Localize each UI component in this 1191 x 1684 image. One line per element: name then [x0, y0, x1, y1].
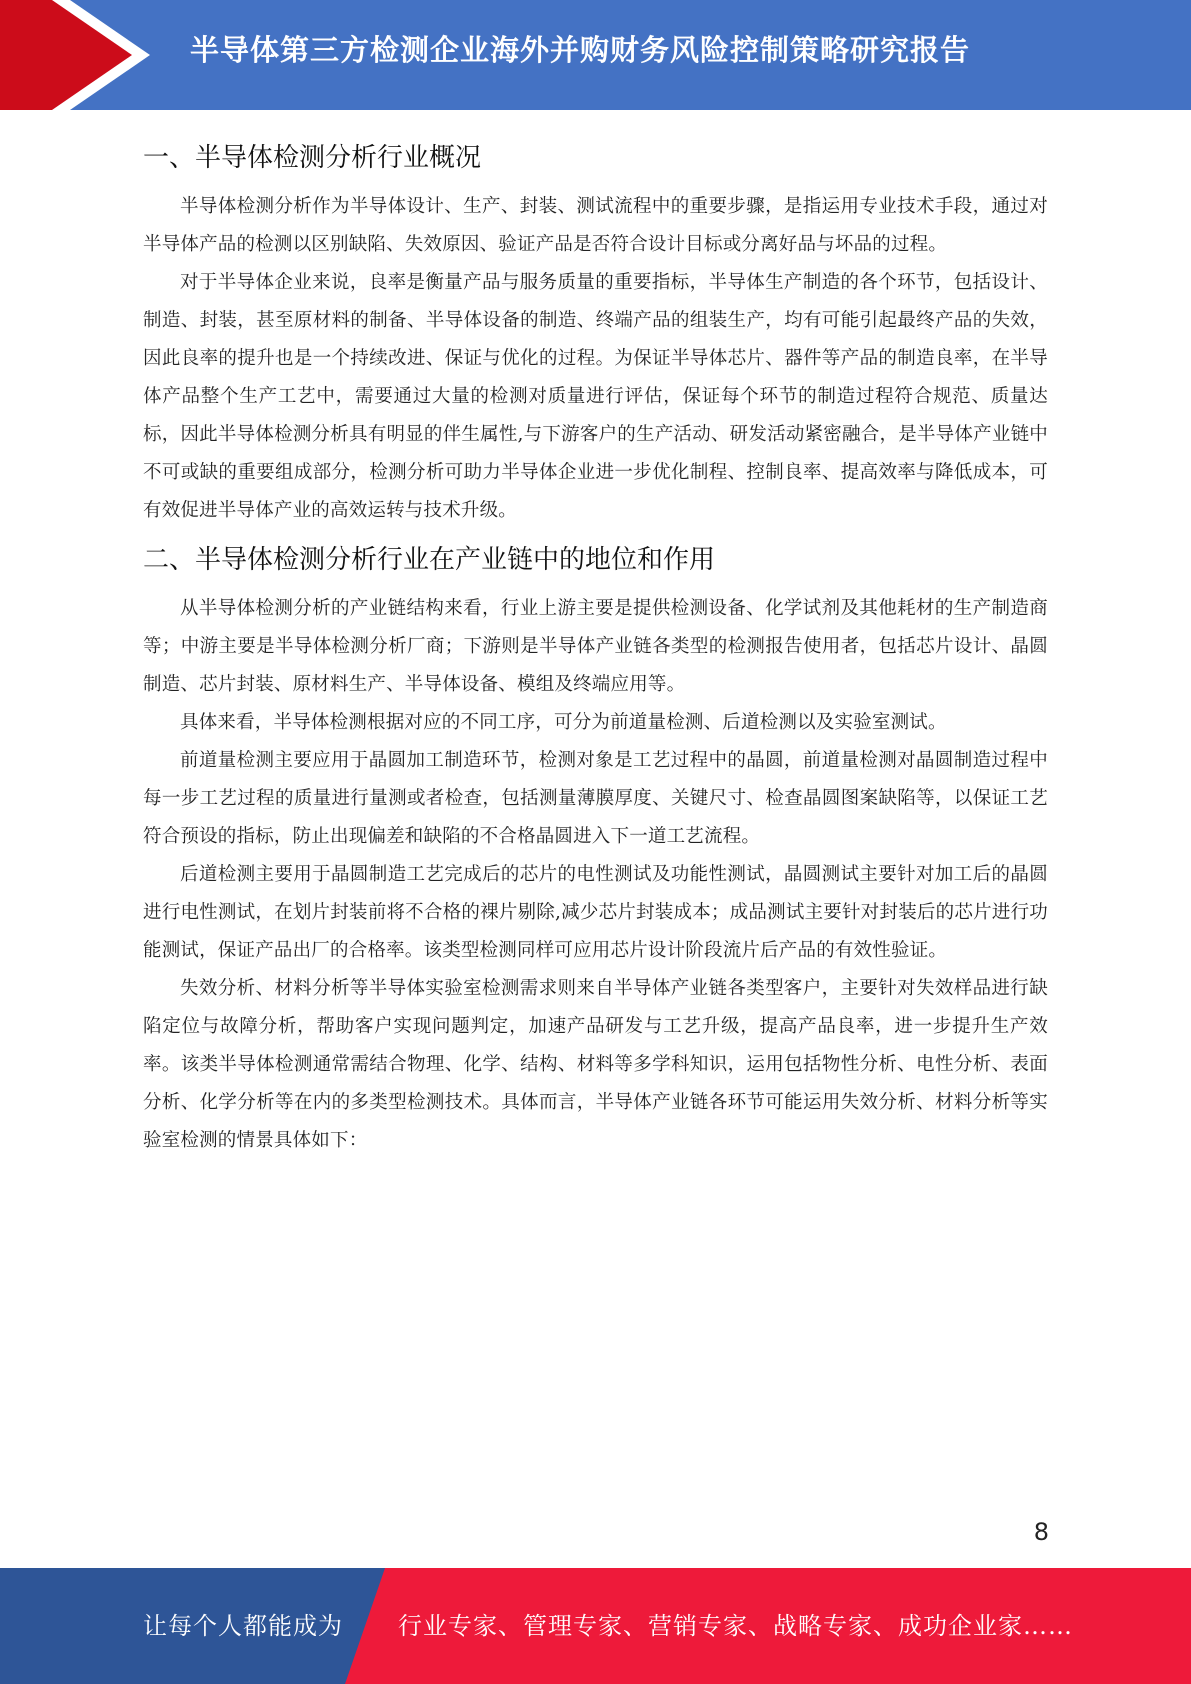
paragraph: 半导体检测分析作为半导体设计、生产、封装、测试流程中的重要步骤，是指运用专业技术手段，通过对半导体产品的检测以区别缺陷、失效原因、验证产品是否符合设计目标或分离好品与坏品的过程。: [143, 196, 1048, 255]
paragraph: 对于半导体企业来说，良率是衡量产品与服务质量的重要指标，半导体生产制造的各个环节，包括设计、制造、封装，甚至原材料的制备、半导体设备的制造、终端产品的组装生产，均有可能引起最终产品的失效，因此良率的提升也是一个持续改进、保证与优化的过程。为保证半导体芯片、器件等产品的制造良率，在半导体产品整个生产工艺中，需要通过大量的检测对质量进行评估，保证每个环节的制造过程符合规范、质量达标，因此半导体检测分析具有明显的伴生属性,与下游客户的生产活动、研发活动紧密融合，是半导体产业链中不可或缺的重要组成部分，检测分析可助力半导体企业进一步优化制程、控制良率、提高效率与降低成本，可有效促进半导体产业的高效运转与技术升级。: [143, 272, 1048, 521]
document-body: [143, 118, 1048, 1160]
paragraph: 从半导体检测分析的产业链结构来看，行业上游主要是提供检测设备、化学试剂及其他耗材的生产制造商等；中游主要是半导体检测分析厂商；下游则是半导体产业链各类型的检测报告使用者，包括芯片设计、晶圆制造、芯片封装、原材料生产、半导体设备、模组及终端应用等。: [143, 598, 1048, 695]
paragraph: 具体来看，半导体检测根据对应的不同工序，可分为前道量检测、后道检测以及实验室测试。: [180, 712, 947, 733]
footer-banner: [0, 1568, 1191, 1684]
section-heading-1: 一、半导体检测分析行业概况: [143, 143, 482, 173]
footer-slogan-left: 让每个人都能成为: [143, 1612, 343, 1640]
paragraph: 前道量检测主要应用于晶圆加工制造环节，检测对象是工艺过程中的晶圆，前道量检测对晶圆制造过程中每一步工艺过程的质量进行量测或者检查，包括测量薄膜厚度、关键尺寸、检查晶圆图案缺陷等，以保证工艺符合预设的指标，防止出现偏差和缺陷的不合格晶圆进入下一道工艺流程。: [143, 750, 1048, 847]
header-banner: [0, 0, 1191, 110]
header-chevron-graphic: [0, 0, 160, 110]
report-title: 半导体第三方检测企业海外并购财务风险控制策略研究报告: [190, 33, 971, 67]
page-number: 8: [1033, 1518, 1049, 1546]
section-heading-2: 二、半导体检测分析行业在产业链中的地位和作用: [143, 545, 716, 575]
footer-slogan-right: 行业专家、管理专家、营销专家、战略专家、成功企业家……: [398, 1612, 1073, 1640]
paragraph: 后道检测主要用于晶圆制造工艺完成后的芯片的电性测试及功能性测试，晶圆测试主要针对加工后的晶圆进行电性测试，在划片封装前将不合格的裸片剔除,减少芯片封装成本；成品测试主要针对封装后的芯片进行功能测试，保证产品出厂的合格率。该类型检测同样可应用芯片设计阶段流片后产品的有效性验证。: [143, 864, 1048, 961]
paragraph: 失效分析、材料分析等半导体实验室检测需求则来自半导体产业链各类型客户，主要针对失效样品进行缺陷定位与故障分析，帮助客户实现问题判定，加速产品研发与工艺升级，提高产品良率，进一步提升生产效率。该类半导体检测通常需结合物理、化学、结构、材料等多学科知识，运用包括物性分析、电性分析、表面分析、化学分析等在内的多类型检测技术。具体而言，半导体产业链各环节可能运用失效分析、材料分析等实验室检测的情景具体如下：: [143, 978, 1048, 1151]
